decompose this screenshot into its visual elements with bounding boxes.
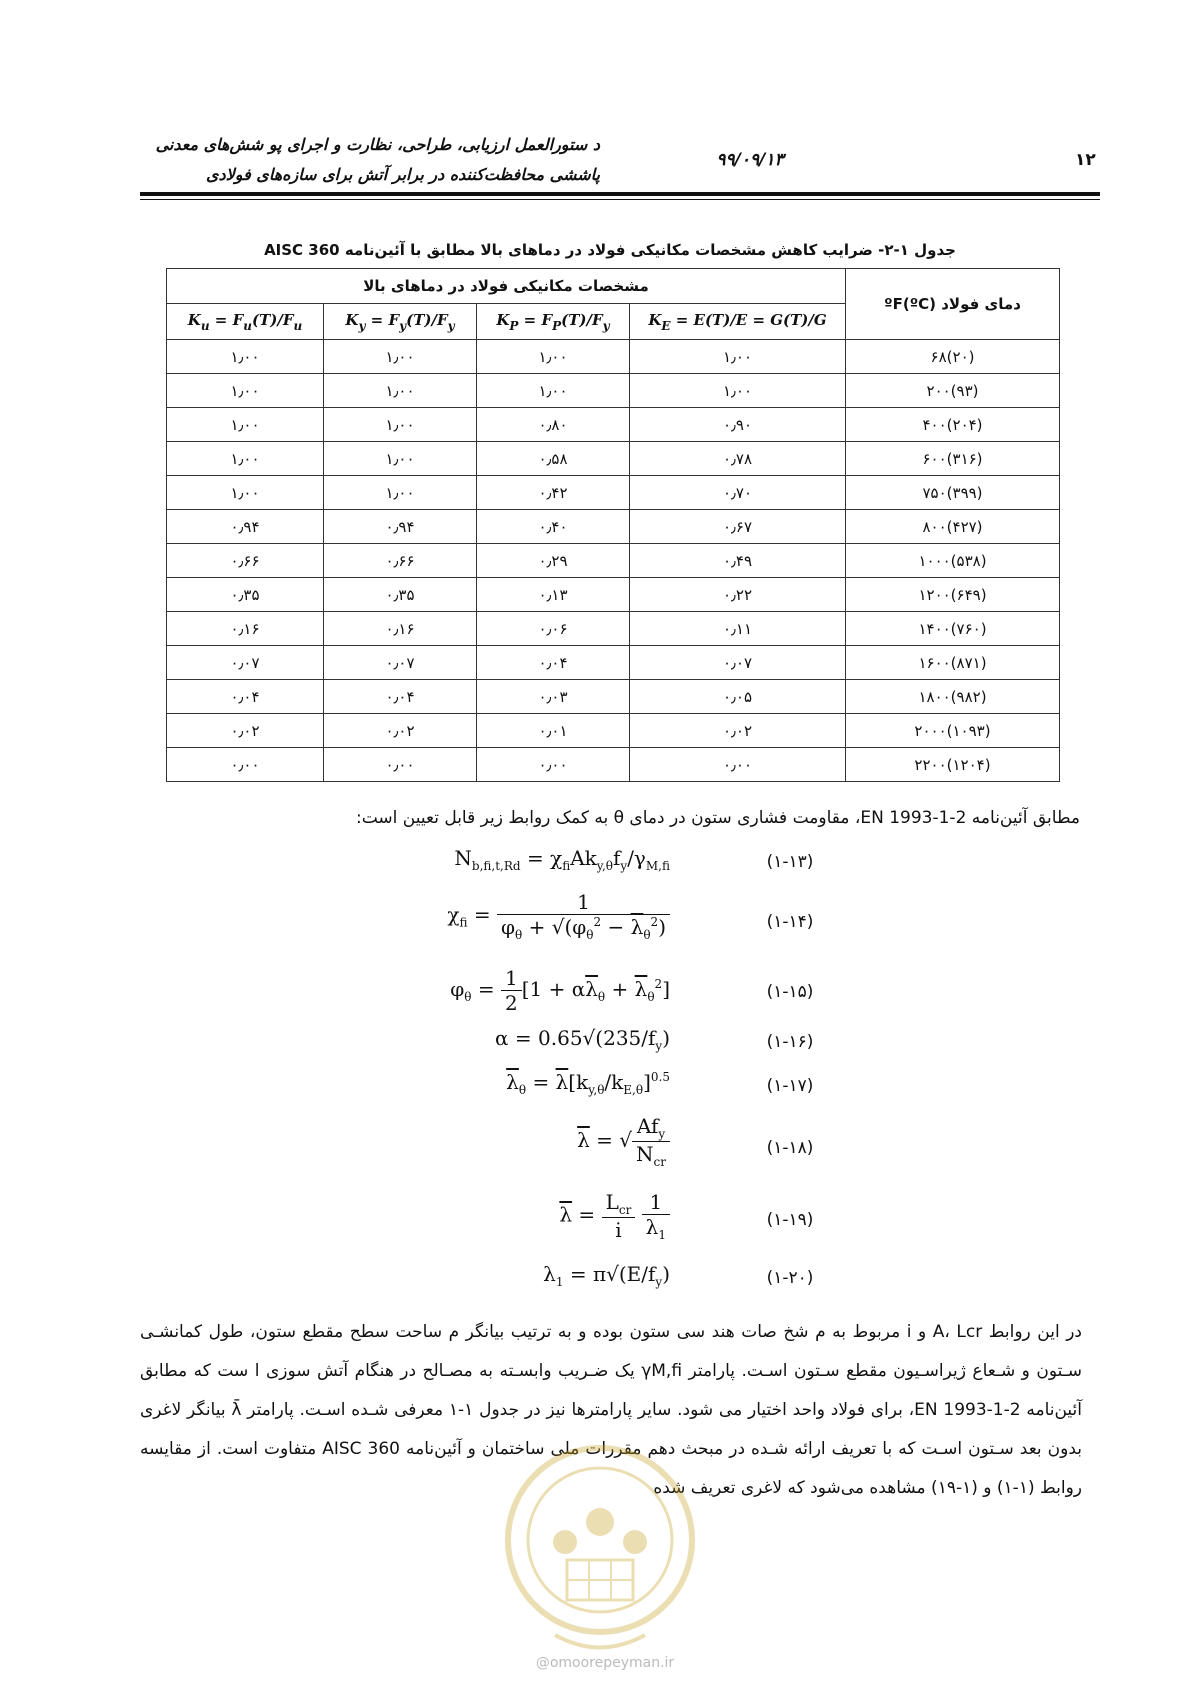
kp-cell: ۰٫۰۶ <box>477 612 630 646</box>
ke-cell: ۱٫۰۰ <box>630 340 846 374</box>
ky-cell: ۰٫۱۶ <box>324 612 477 646</box>
page-number: ۱۲ <box>1075 150 1096 170</box>
table-row <box>167 646 1060 680</box>
ke-header-cell: $K_E = E(T)/E = G(T)/G$ <box>630 304 846 340</box>
table-row <box>167 510 1060 544</box>
ke-cell: ۰٫۶۷ <box>630 510 846 544</box>
header-rule-thick <box>140 192 1100 196</box>
ku-cell: ۰٫۰۲ <box>167 714 324 748</box>
equation-formula: $\overline{\lambda}$ = $\frac{L_{cr}}{i}$ $\frac{1}{\lambda_1}$ <box>559 1190 670 1242</box>
ky-cell: ۱٫۰۰ <box>324 408 477 442</box>
ku-cell: ۰٫۱۶ <box>167 612 324 646</box>
table-row <box>167 340 1060 374</box>
kp-cell: ۱٫۰۰ <box>477 374 630 408</box>
ky-header-cell: $K_y = F_y(T)/F_y$ <box>324 304 477 340</box>
temp-cell: ۲۲۰۰(۱۲۰۴) <box>846 748 1060 782</box>
ku-cell: ۱٫۰۰ <box>167 442 324 476</box>
table-row <box>167 578 1060 612</box>
table-row <box>167 374 1060 408</box>
ky-cell: ۰٫۶۶ <box>324 544 477 578</box>
equation-formula: $\alpha = 0.65√(235/f_y)$ <box>495 1026 670 1053</box>
watermark-seal-icon <box>495 1430 705 1680</box>
ku-cell: ۰٫۳۵ <box>167 578 324 612</box>
equation-14 <box>300 890 860 950</box>
temp-cell: ۶۸(۲۰) <box>846 340 1060 374</box>
kp-cell: ۰٫۰۰ <box>477 748 630 782</box>
equation-18 <box>300 1114 860 1180</box>
temp-header-cell: دمای فولاد (ºC)ºF <box>846 269 1060 340</box>
ku-cell: ۱٫۰۰ <box>167 374 324 408</box>
ke-cell: ۰٫۷۰ <box>630 476 846 510</box>
group-header-cell: مشخصات مکانیکی فولاد در دماهای بالا <box>167 269 846 304</box>
kp-cell: ۰٫۴۲ <box>477 476 630 510</box>
equation-number: (۱-۱۶) <box>766 1032 814 1052</box>
temp-cell: ۴۰۰(۲۰۴) <box>846 408 1060 442</box>
kp-header-cell: $K_P = F_P(T)/F_y$ <box>477 304 630 340</box>
ky-cell: ۰٫۳۵ <box>324 578 477 612</box>
ku-cell: ۰٫۹۴ <box>167 510 324 544</box>
kp-cell: ۰٫۱۳ <box>477 578 630 612</box>
temp-cell: ۸۰۰(۴۲۷) <box>846 510 1060 544</box>
title-line-1: د ستورالعمل ارزیابی، طراحی، نظارت و اجرای پو شش‌های معدنی <box>155 135 600 154</box>
intro-sentence: مطابق آئین‌نامه EN 1993-1-2، مقاومت فشاری ستون در دمای θ به کمک روابط زیر قابل تعیین است: <box>356 808 1080 828</box>
header-rule-thin <box>140 199 1100 200</box>
ku-cell: ۱٫۰۰ <box>167 408 324 442</box>
ke-cell: ۰٫۹۰ <box>630 408 846 442</box>
equation-number: (۱-۱۷) <box>766 1076 814 1096</box>
equation-13 <box>300 846 860 886</box>
ky-cell: ۱٫۰۰ <box>324 340 477 374</box>
equation-17 <box>300 1070 860 1110</box>
table-row <box>167 714 1060 748</box>
ke-cell: ۰٫۰۰ <box>630 748 846 782</box>
kp-cell: ۰٫۰۳ <box>477 680 630 714</box>
equation-number: (۱-۱۵) <box>766 982 814 1002</box>
table-row <box>167 476 1060 510</box>
title-line-2: پاششی محافظت‌کننده در برابر آتش برای سازه‌های فولادی <box>206 165 600 184</box>
equation-formula: $\overline{\lambda}$ = √ $\frac{Af_y}{N_{cr}}$ <box>577 1114 670 1169</box>
ky-cell: ۰٫۰۴ <box>324 680 477 714</box>
table-row <box>167 680 1060 714</box>
equation-formula: $N_{b,fi,t,Rd} = \chi_{fi}Ak_{y,\theta}f_y/\gamma_{M,fi}$ <box>454 846 670 873</box>
equation-number: (۱-۱۸) <box>766 1138 814 1158</box>
table-caption: جدول ۱-۲- ضرایب کاهش مشخصات مکانیکی فولاد در دماهای بالا مطابق با آئین‌نامه AISC 360 <box>264 241 956 259</box>
table-row <box>167 442 1060 476</box>
equation-20 <box>300 1262 860 1302</box>
document-date: ۹۹/۰۹/۱۳ <box>716 150 784 170</box>
ky-cell: ۱٫۰۰ <box>324 476 477 510</box>
ke-cell: ۰٫۷۸ <box>630 442 846 476</box>
equation-15 <box>300 966 860 1016</box>
kp-cell: ۰٫۲۹ <box>477 544 630 578</box>
ky-cell: ۰٫۰۲ <box>324 714 477 748</box>
equation-number: (۱-۱۳) <box>766 852 814 872</box>
kp-cell: ۰٫۰۴ <box>477 646 630 680</box>
kp-cell: ۱٫۰۰ <box>477 340 630 374</box>
ku-cell: ۰٫۰۴ <box>167 680 324 714</box>
temp-cell: ۲۰۰(۹۳) <box>846 374 1060 408</box>
equation-19 <box>300 1190 860 1250</box>
kp-cell: ۰٫۰۱ <box>477 714 630 748</box>
page-header <box>140 128 1100 198</box>
kp-cell: ۰٫۵۸ <box>477 442 630 476</box>
ke-cell: ۰٫۴۹ <box>630 544 846 578</box>
equation-number: (۱-۱۹) <box>766 1210 814 1230</box>
temp-cell: ۱۰۰۰(۵۳۸) <box>846 544 1060 578</box>
ku-cell: ۰٫۰۷ <box>167 646 324 680</box>
paragraph-1: در این روابط A، Lcr و i مربوط به م شخ صات هند سی ستون بوده و به ترتیب بیانگر م ساحت سطح مقطع ستون، طول کمانشـی سـتون و شـعاع ژیراسـیون مقطع سـتون اسـت. پارامتر γM,fi یک ضـریب وابسـته به مصـالح در هنگام آتش سوزی ا ست که مطابق آئین‌نامه EN 1993-1-2، برای فولاد واحد اختیار می شود. سایر پارامترها نیز در جدول ۱-۱ معرفی شـده اسـت. پارامتر λ̄ بیانگر لاغری بدون بعد سـتون اسـت که با تعریف ارائه شـده در مبحث دهم مقررات ملی ساختمان و آئین‌نامه AISC 360 متفاوت است. از مقایسه روابط (۱-۱) و (۱-۱۹) مشاهده می‌شود که لاغری تعریف شده <box>140 1322 1082 1498</box>
reduction-factor-table <box>166 268 1060 782</box>
equation-formula: $\chi_{fi}$ = $\frac{1}{\varphi_\theta + √(\varphi_\theta^2 - \overline{\lambda}_\theta^2)}$ <box>447 890 670 942</box>
table-row <box>167 612 1060 646</box>
watermark-url: @omoorepeyman.ir <box>535 1655 675 1671</box>
temp-cell: ۱۴۰۰(۷۶۰) <box>846 612 1060 646</box>
equation-number: (۱-۲۰) <box>766 1268 814 1288</box>
ky-cell: ۱٫۰۰ <box>324 374 477 408</box>
kp-cell: ۰٫۸۰ <box>477 408 630 442</box>
ky-cell: ۱٫۰۰ <box>324 442 477 476</box>
equation-number: (۱-۱۴) <box>766 912 814 932</box>
ku-cell: ۰٫۰۰ <box>167 748 324 782</box>
temp-cell: ۱۸۰۰(۹۸۲) <box>846 680 1060 714</box>
table-row <box>167 408 1060 442</box>
ke-cell: ۱٫۰۰ <box>630 374 846 408</box>
equation-formula: $\varphi_\theta$ = $\frac{1}{2}$ $[1 + \alpha\overline{\lambda}_\theta + \overline{\lambda}_\theta^2]$ <box>450 966 670 1015</box>
temp-cell: ۶۰۰(۳۱۶) <box>846 442 1060 476</box>
ku-cell: ۱٫۰۰ <box>167 476 324 510</box>
ku-cell: ۰٫۶۶ <box>167 544 324 578</box>
equation-formula: $\lambda_1 = \pi√(E/f_y)$ <box>543 1262 670 1289</box>
temp-cell: ۲۰۰۰(۱۰۹۳) <box>846 714 1060 748</box>
ku-cell: ۱٫۰۰ <box>167 340 324 374</box>
equation-formula: $\overline{\lambda}_\theta = \overline{\lambda}[k_{y,\theta}/k_{E,\theta}]^{0.5}$ <box>506 1070 670 1097</box>
temp-cell: ۱۶۰۰(۸۷۱) <box>846 646 1060 680</box>
equation-16 <box>300 1026 860 1066</box>
ky-cell: ۰٫۰۰ <box>324 748 477 782</box>
ku-header-cell: $K_u = F_u(T)/F_u$ <box>167 304 324 340</box>
temp-cell: ۱۲۰۰(۶۴۹) <box>846 578 1060 612</box>
table-row <box>167 748 1060 782</box>
ky-cell: ۰٫۰۷ <box>324 646 477 680</box>
ke-cell: ۰٫۱۱ <box>630 612 846 646</box>
ky-cell: ۰٫۹۴ <box>324 510 477 544</box>
kp-cell: ۰٫۴۰ <box>477 510 630 544</box>
ke-cell: ۰٫۰۷ <box>630 646 846 680</box>
document-title <box>140 130 600 190</box>
table-row <box>167 544 1060 578</box>
table-group-header-row <box>167 269 1060 304</box>
ke-cell: ۰٫۲۲ <box>630 578 846 612</box>
ke-cell: ۰٫۰۵ <box>630 680 846 714</box>
temp-cell: ۷۵۰(۳۹۹) <box>846 476 1060 510</box>
ke-cell: ۰٫۰۲ <box>630 714 846 748</box>
